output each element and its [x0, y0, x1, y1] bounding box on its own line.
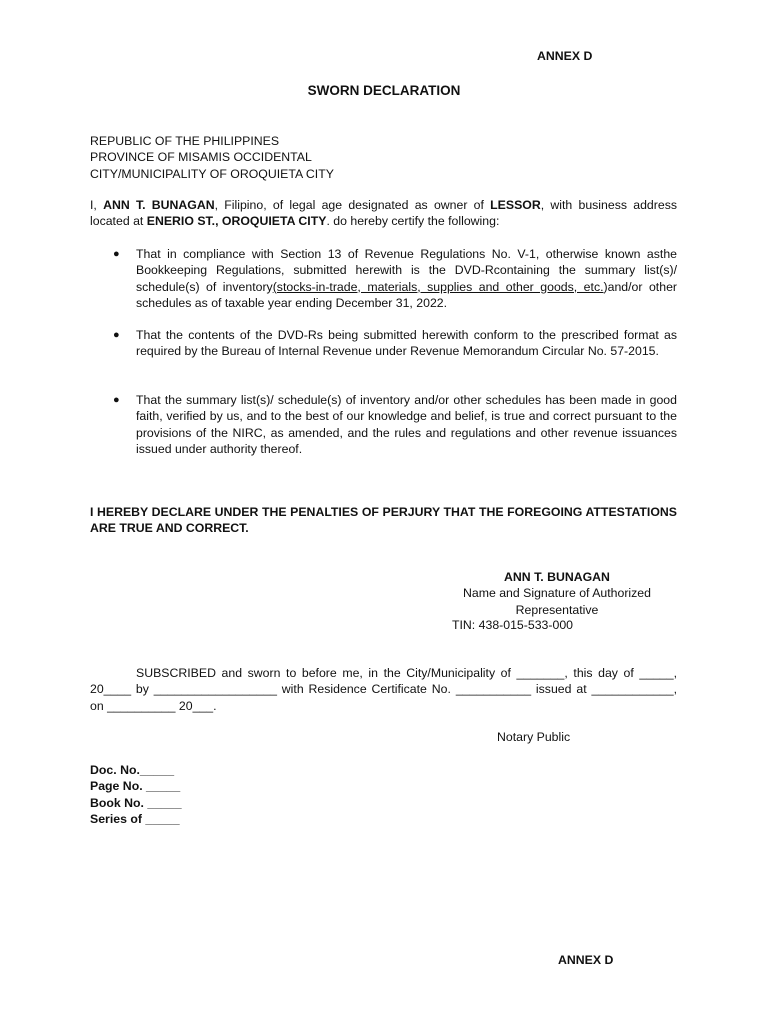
- perjury-declaration: I HEREBY DECLARE UNDER THE PENALTIES OF PERJURY THAT THE FOREGOING ATTESTATIONS ARE TRUE AND CORRECT.: [90, 505, 677, 536]
- doc-number-field: Doc. No._____: [90, 763, 175, 777]
- page-number-field: Page No. _____: [90, 779, 181, 794]
- header-line-province: PROVINCE OF MISAMIS OCCIDENTAL: [90, 150, 312, 165]
- signature-block: [444, 569, 670, 618]
- header-line-country: REPUBLIC OF THE PHILIPPINES: [90, 134, 280, 148]
- bullet-1-text: That in compliance with Section 13 of Revenue Regulations No. V-1, otherwise known asthe Bookkeeping Regulations, submitted herewith is the DVD-Rcontaining the summary list(s)/ schedule(s) of inventory: [136, 247, 677, 294]
- business-address: ENERIO ST., OROQUIETA CITY: [146, 214, 327, 229]
- tin-number: TIN: 438-015-533-000: [452, 618, 573, 632]
- notarial-register-fields: [90, 762, 182, 827]
- intro-text-mid: , Filipino, of legal age designated as owner of: [214, 198, 491, 212]
- intro-text-end: . do hereby certify the following:: [326, 214, 500, 229]
- owner-designation: LESSOR: [490, 198, 541, 212]
- document-title: SWORN DECLARATION: [307, 83, 461, 98]
- intro-text-address-lead: , with business address located at: [90, 198, 677, 229]
- bullet-item-3: That the summary list(s)/ schedule(s) of inventory and/or other schedules has been made in good faith, verified by us, and to the best of our knowledge and belief, is true and correct pursuant to the provisions of the NIRC, as amended, and the rules and regulations and other revenue issuances issued under authority thereof.: [136, 393, 677, 456]
- subscribed-paragraph: SUBSCRIBED and sworn to before me, in the City/Municipality of _______, this day of _____, 20____ by __________________ with Residence Certificate No. ___________ issued at ____________, on __________ 20___.: [90, 666, 677, 713]
- bullet-1-text-end: )and/or other schedules as of taxable year ending December 31, 2022.: [136, 279, 677, 310]
- bullet-1-underlined-text: (stocks-in-trade, materials, supplies and other goods, etc.: [272, 279, 604, 294]
- signatory-name: ANN T. BUNAGAN: [504, 570, 610, 584]
- series-field: Series of _____: [90, 811, 180, 826]
- bullet-item-2: That the contents of the DVD-Rs being submitted herewith conform to the prescribed format as required by the Bureau of Internal Revenue under Revenue Memorandum Circular No. 57-2015.: [136, 328, 677, 359]
- signature-caption-cont: Representative: [515, 602, 599, 617]
- annex-label-top: ANNEX D: [537, 49, 593, 63]
- intro-paragraph: [90, 197, 677, 230]
- intro-text-start: I,: [90, 198, 104, 212]
- header-line-city: CITY/MUNICIPALITY OF OROQUIETA CITY: [90, 166, 334, 181]
- notary-public-label: Notary Public: [497, 730, 571, 744]
- annex-label-bottom: ANNEX D: [558, 953, 614, 967]
- bullet-marker-1: ●: [113, 248, 120, 260]
- address-header: [90, 133, 334, 182]
- bullet-marker-2: ●: [113, 329, 120, 341]
- bullet-marker-3: ●: [113, 394, 120, 406]
- book-number-field: Book No. _____: [90, 795, 182, 810]
- signature-caption: Name and Signature of Authorized: [463, 586, 651, 601]
- bullet-item-1: [136, 246, 677, 311]
- declarant-name: ANN T. BUNAGAN: [103, 198, 215, 212]
